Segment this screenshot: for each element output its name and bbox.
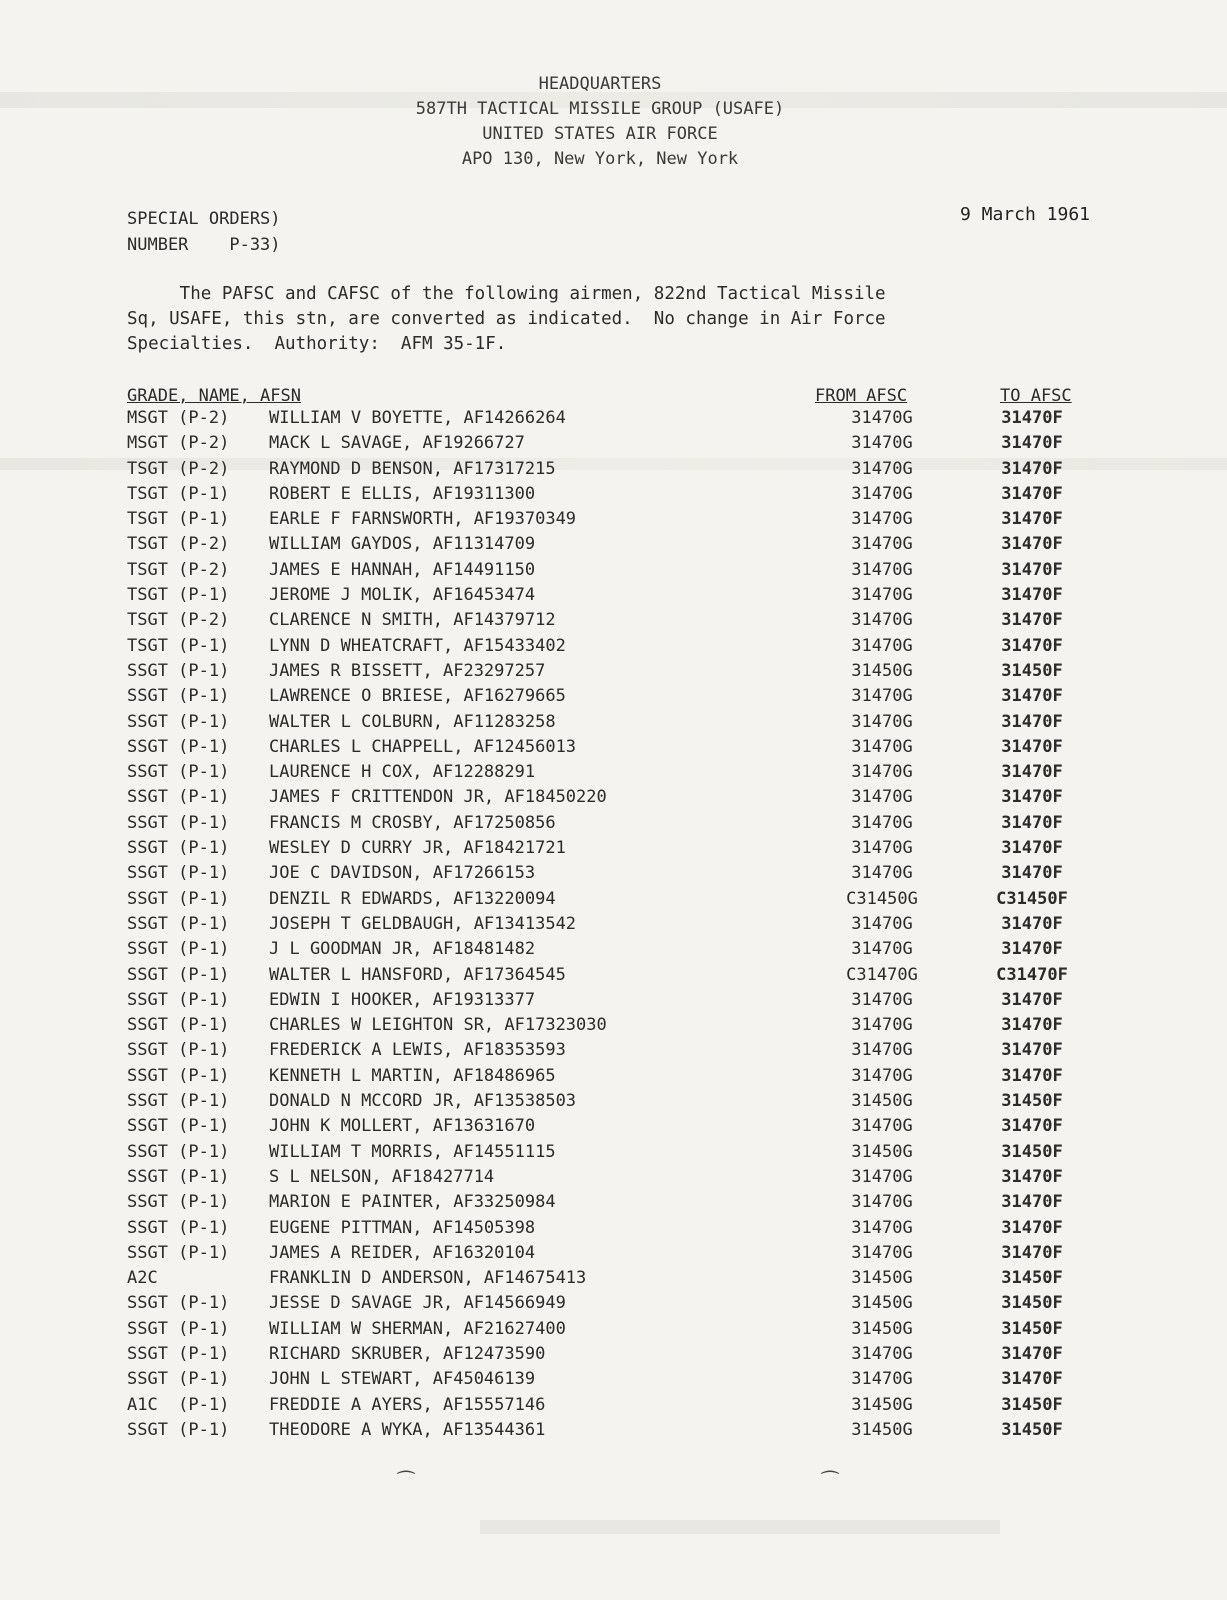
from-afsc-cell: 31470G <box>851 1217 913 1238</box>
name-cell: DONALD N MCCORD JR, AF13538503 <box>269 1091 577 1112</box>
letterhead-line: UNITED STATES AIR FORCE <box>482 124 718 144</box>
grade-cell: SSGT (P-1) <box>127 1141 230 1162</box>
to-afsc-cell: 31470F <box>1001 635 1063 656</box>
table-row <box>127 861 1097 886</box>
to-afsc-cell: 31470F <box>1001 1015 1063 1036</box>
grade-cell: SSGT (P-1) <box>127 1065 230 1086</box>
name-cell: THEODORE A WYKA, AF13544361 <box>269 1419 546 1440</box>
to-afsc-cell: 31450F <box>1001 660 1063 681</box>
table-row <box>127 684 1097 709</box>
name-cell: S L NELSON, AF18427714 <box>269 1166 495 1187</box>
grade-cell: TSGT (P-2) <box>127 458 230 479</box>
from-afsc-cell: 31470G <box>851 913 913 934</box>
name-cell: CHARLES L CHAPPELL, AF12456013 <box>269 736 577 757</box>
to-afsc-cell: 31470F <box>1001 939 1063 960</box>
name-cell: WILLIAM V BOYETTE, AF14266264 <box>269 408 566 428</box>
from-afsc-cell: 31470G <box>851 736 913 757</box>
name-cell: FREDERICK A LEWIS, AF18353593 <box>269 1040 566 1061</box>
table-row <box>127 912 1097 937</box>
table-row <box>127 482 1097 507</box>
grade-cell: SSGT (P-1) <box>127 812 230 833</box>
to-afsc-cell: 31470F <box>1001 509 1063 530</box>
from-afsc-cell: 31450G <box>851 1268 913 1289</box>
to-afsc-cell: 31470F <box>1001 1242 1063 1263</box>
from-afsc-cell: 31450G <box>851 1318 913 1339</box>
from-afsc-cell: 31470G <box>851 458 913 479</box>
from-afsc-cell: 31470G <box>851 1015 913 1036</box>
name-cell: JAMES E HANNAH, AF14491150 <box>269 559 536 580</box>
to-afsc-cell: 31470F <box>1001 838 1063 859</box>
table-row <box>127 659 1097 684</box>
from-afsc-cell: 31470G <box>851 711 913 732</box>
from-afsc-cell: 31470G <box>851 585 913 606</box>
from-afsc-cell: C31470G <box>846 964 918 985</box>
to-afsc-cell: C31470F <box>996 964 1068 985</box>
name-cell: JOE C DAVIDSON, AF17266153 <box>269 863 536 884</box>
name-cell: JOSEPH T GELDBAUGH, AF13413542 <box>269 913 577 934</box>
name-cell: EARLE F FARNSWORTH, AF19370349 <box>269 509 577 530</box>
name-cell: LYNN D WHEATCRAFT, AF15433402 <box>269 635 566 656</box>
grade-cell: SSGT (P-1) <box>127 787 230 808</box>
table-row <box>127 1190 1097 1215</box>
table-row <box>127 406 1097 431</box>
table-row <box>127 937 1097 962</box>
grade-cell: MSGT (P-2) <box>127 433 230 454</box>
table-row <box>127 760 1097 785</box>
table-row <box>127 532 1097 557</box>
table-row <box>127 836 1097 861</box>
to-afsc-cell: 31470F <box>1001 1040 1063 1061</box>
table-row <box>127 457 1097 482</box>
from-afsc-cell: 31470G <box>851 635 913 656</box>
from-afsc-cell: 31470G <box>851 1343 913 1364</box>
to-afsc-cell: 31470F <box>1001 1116 1063 1137</box>
grade-cell: SSGT (P-1) <box>127 686 230 707</box>
to-afsc-cell: 31470F <box>1001 711 1063 732</box>
table-row <box>127 1291 1097 1316</box>
letterhead-line: HEADQUARTERS <box>538 74 662 94</box>
grade-cell: TSGT (P-1) <box>127 483 230 504</box>
intro-line: Specialties. Authority: AFM 35-1F. <box>127 334 507 354</box>
name-cell: J L GOODMAN JR, AF18481482 <box>269 939 536 960</box>
to-afsc-cell: 31470F <box>1001 1343 1063 1364</box>
name-cell: RAYMOND D BENSON, AF17317215 <box>269 458 556 479</box>
from-afsc-cell: 31470G <box>851 433 913 454</box>
grade-cell: SSGT (P-1) <box>127 711 230 732</box>
name-cell: RICHARD SKRUBER, AF12473590 <box>269 1343 546 1364</box>
to-afsc-cell: 31470F <box>1001 736 1063 757</box>
grade-cell: TSGT (P-1) <box>127 585 230 606</box>
to-afsc-cell: 31470F <box>1001 913 1063 934</box>
grade-cell: MSGT (P-2) <box>127 408 230 428</box>
intro-line: Sq, USAFE, this stn, are converted as indicated. No change in Air Force <box>127 309 886 329</box>
from-afsc-cell: 31450G <box>851 1141 913 1162</box>
name-cell: EDWIN I HOOKER, AF19313377 <box>269 989 536 1010</box>
grade-cell: A1C (P-1) <box>127 1394 230 1415</box>
table-row <box>127 608 1097 633</box>
bleed-through-mark <box>480 1520 1000 1534</box>
order-number-line: NUMBER P-33) <box>127 235 281 255</box>
grade-cell: SSGT (P-1) <box>127 964 230 985</box>
order-date: 9 March 1961 <box>959 204 1090 225</box>
name-cell: WILLIAM T MORRIS, AF14551115 <box>269 1141 556 1162</box>
grade-cell: TSGT (P-1) <box>127 509 230 530</box>
grade-cell: SSGT (P-1) <box>127 913 230 934</box>
grade-cell: SSGT (P-1) <box>127 1116 230 1137</box>
grade-cell: A2C <box>127 1268 158 1289</box>
grade-cell: SSGT (P-1) <box>127 838 230 859</box>
name-cell: WILLIAM GAYDOS, AF11314709 <box>269 534 536 555</box>
from-afsc-cell: 31470G <box>851 559 913 580</box>
from-afsc-cell: 31450G <box>851 1091 913 1112</box>
name-cell: FREDDIE A AYERS, AF15557146 <box>269 1394 546 1415</box>
table-row <box>127 811 1097 836</box>
table-row <box>127 988 1097 1013</box>
from-afsc-cell: 31470G <box>851 762 913 783</box>
to-afsc-cell: 31470F <box>1001 610 1063 631</box>
to-afsc-cell: 31470F <box>1001 458 1063 479</box>
to-afsc-cell: 31470F <box>1001 1166 1063 1187</box>
grade-cell: SSGT (P-1) <box>127 1242 230 1263</box>
name-cell: CHARLES W LEIGHTON SR, AF17323030 <box>269 1015 607 1036</box>
from-afsc-cell: 31450G <box>851 1394 913 1415</box>
grade-cell: SSGT (P-1) <box>127 736 230 757</box>
grade-cell: TSGT (P-2) <box>127 559 230 580</box>
to-afsc-cell: 31470F <box>1001 762 1063 783</box>
name-cell: JAMES F CRITTENDON JR, AF18450220 <box>269 787 607 808</box>
name-cell: LAURENCE H COX, AF12288291 <box>269 762 536 783</box>
grade-cell: TSGT (P-2) <box>127 610 230 631</box>
grade-cell: TSGT (P-2) <box>127 534 230 555</box>
name-cell: FRANKLIN D ANDERSON, AF14675413 <box>269 1268 587 1289</box>
name-cell: EUGENE PITTMAN, AF14505398 <box>269 1217 536 1238</box>
from-afsc-cell: 31450G <box>851 1419 913 1440</box>
grade-cell: SSGT (P-1) <box>127 888 230 909</box>
from-afsc-cell: 31470G <box>851 812 913 833</box>
grade-cell: SSGT (P-1) <box>127 1419 230 1440</box>
to-afsc-cell: C31450F <box>996 888 1068 909</box>
column-header-to-afsc: TO AFSC <box>1000 386 1072 406</box>
from-afsc-cell: 31470G <box>851 1242 913 1263</box>
table-row <box>127 1367 1097 1392</box>
name-cell: JOHN K MOLLERT, AF13631670 <box>269 1116 536 1137</box>
table-row <box>127 963 1097 988</box>
table-row <box>127 431 1097 456</box>
table-row <box>127 887 1097 912</box>
table-row <box>127 1089 1097 1114</box>
grade-cell: SSGT (P-1) <box>127 1192 230 1213</box>
from-afsc-cell: 31470G <box>851 1065 913 1086</box>
name-cell: CLARENCE N SMITH, AF14379712 <box>269 610 556 631</box>
to-afsc-cell: 31470F <box>1001 483 1063 504</box>
table-row <box>127 785 1097 810</box>
name-cell: JEROME J MOLIK, AF16453474 <box>269 585 536 606</box>
letterhead-line: 587TH TACTICAL MISSILE GROUP (USAFE) <box>415 99 785 119</box>
to-afsc-cell: 31470F <box>1001 408 1063 428</box>
table-row <box>127 1064 1097 1089</box>
grade-cell: SSGT (P-1) <box>127 1166 230 1187</box>
grade-cell: SSGT (P-1) <box>127 660 230 681</box>
grade-cell: SSGT (P-1) <box>127 939 230 960</box>
from-afsc-cell: 31470G <box>851 534 913 555</box>
table-row <box>127 1317 1097 1342</box>
from-afsc-cell: 31470G <box>851 1192 913 1213</box>
from-afsc-cell: 31470G <box>851 939 913 960</box>
name-cell: WILLIAM W SHERMAN, AF21627400 <box>269 1318 566 1339</box>
to-afsc-cell: 31450F <box>1001 1419 1063 1440</box>
special-orders-line: SPECIAL ORDERS) <box>127 209 281 229</box>
to-afsc-cell: 31470F <box>1001 1369 1063 1390</box>
from-afsc-cell: 31450G <box>851 1293 913 1314</box>
grade-cell: SSGT (P-1) <box>127 1015 230 1036</box>
to-afsc-cell: 31470F <box>1001 812 1063 833</box>
from-afsc-cell: 31470G <box>851 610 913 631</box>
name-cell: JAMES R BISSETT, AF23297257 <box>269 660 546 681</box>
from-afsc-cell: 31470G <box>851 787 913 808</box>
grade-cell: SSGT (P-1) <box>127 1318 230 1339</box>
name-cell: FRANCIS M CROSBY, AF17250856 <box>269 812 556 833</box>
grade-cell: SSGT (P-1) <box>127 762 230 783</box>
from-afsc-cell: 31470G <box>851 483 913 504</box>
name-cell: WALTER L HANSFORD, AF17364545 <box>269 964 566 985</box>
grade-cell: SSGT (P-1) <box>127 989 230 1010</box>
from-afsc-cell: 31470G <box>851 1369 913 1390</box>
to-afsc-cell: 31450F <box>1001 1394 1063 1415</box>
to-afsc-cell: 31470F <box>1001 585 1063 606</box>
table-row <box>127 1038 1097 1063</box>
to-afsc-cell: 31470F <box>1001 989 1063 1010</box>
to-afsc-cell: 31470F <box>1001 534 1063 555</box>
name-cell: JOHN L STEWART, AF45046139 <box>269 1369 536 1390</box>
table-row <box>127 735 1097 760</box>
to-afsc-cell: 31470F <box>1001 686 1063 707</box>
name-cell: DENZIL R EDWARDS, AF13220094 <box>269 888 556 909</box>
to-afsc-cell: 31470F <box>1001 1192 1063 1213</box>
table-row <box>127 634 1097 659</box>
grade-cell: SSGT (P-1) <box>127 1217 230 1238</box>
column-header-grade-name: GRADE, NAME, AFSN <box>127 386 301 406</box>
grade-cell: SSGT (P-1) <box>127 863 230 884</box>
grade-cell: SSGT (P-1) <box>127 1343 230 1364</box>
table-row <box>127 1140 1097 1165</box>
name-cell: WALTER L COLBURN, AF11283258 <box>269 711 556 732</box>
table-row <box>127 1165 1097 1190</box>
table-row <box>127 1241 1097 1266</box>
to-afsc-cell: 31450F <box>1001 1141 1063 1162</box>
grade-cell: SSGT (P-1) <box>127 1369 230 1390</box>
name-cell: MARION E PAINTER, AF33250984 <box>269 1192 556 1213</box>
special-orders-label <box>127 206 281 258</box>
to-afsc-cell: 31470F <box>1001 1217 1063 1238</box>
to-afsc-cell: 31470F <box>1001 1065 1063 1086</box>
from-afsc-cell: 31470G <box>851 989 913 1010</box>
from-afsc-cell: 31470G <box>851 686 913 707</box>
table-row <box>127 558 1097 583</box>
table-row <box>127 1342 1097 1367</box>
table-row <box>127 1216 1097 1241</box>
to-afsc-cell: 31470F <box>1001 433 1063 454</box>
scan-mark: ⁀ <box>398 1470 415 1494</box>
intro-line: The PAFSC and CAFSC of the following airmen, 822nd Tactical Missile <box>127 284 886 304</box>
intro-paragraph <box>127 282 1087 357</box>
from-afsc-cell: 31470G <box>851 863 913 884</box>
to-afsc-cell: 31470F <box>1001 787 1063 808</box>
from-afsc-cell: 31470G <box>851 1166 913 1187</box>
name-cell: JAMES A REIDER, AF16320104 <box>269 1242 536 1263</box>
from-afsc-cell: C31450G <box>846 888 918 909</box>
table-row <box>127 1418 1097 1443</box>
name-cell: WESLEY D CURRY JR, AF18421721 <box>269 838 566 859</box>
table-row <box>127 583 1097 608</box>
column-header-from-afsc: FROM AFSC <box>815 386 908 406</box>
name-cell: KENNETH L MARTIN, AF18486965 <box>269 1065 556 1086</box>
name-cell: MACK L SAVAGE, AF19266727 <box>269 433 525 454</box>
grade-cell: TSGT (P-1) <box>127 635 230 656</box>
to-afsc-cell: 31470F <box>1001 559 1063 580</box>
table-row <box>127 1114 1097 1139</box>
table-row <box>127 1393 1097 1418</box>
table-row <box>127 1013 1097 1038</box>
grade-cell: SSGT (P-1) <box>127 1040 230 1061</box>
to-afsc-cell: 31450F <box>1001 1318 1063 1339</box>
from-afsc-cell: 31470G <box>851 408 913 428</box>
table-row <box>127 507 1097 532</box>
to-afsc-cell: 31450F <box>1001 1293 1063 1314</box>
table-row <box>127 710 1097 735</box>
name-cell: JESSE D SAVAGE JR, AF14566949 <box>269 1293 566 1314</box>
from-afsc-cell: 31470G <box>851 1116 913 1137</box>
to-afsc-cell: 31450F <box>1001 1091 1063 1112</box>
name-cell: ROBERT E ELLIS, AF19311300 <box>269 483 536 504</box>
name-cell: LAWRENCE O BRIESE, AF16279665 <box>269 686 566 707</box>
letterhead <box>300 72 900 172</box>
grade-cell: SSGT (P-1) <box>127 1293 230 1314</box>
to-afsc-cell: 31470F <box>1001 863 1063 884</box>
table-row <box>127 1266 1097 1291</box>
from-afsc-cell: 31470G <box>851 1040 913 1061</box>
from-afsc-cell: 31470G <box>851 509 913 530</box>
from-afsc-cell: 31450G <box>851 660 913 681</box>
grade-cell: SSGT (P-1) <box>127 1091 230 1112</box>
scan-mark: ⁀ <box>822 1470 839 1494</box>
from-afsc-cell: 31470G <box>851 838 913 859</box>
airmen-table <box>127 406 1097 1443</box>
letterhead-line: APO 130, New York, New York <box>461 149 739 169</box>
to-afsc-cell: 31450F <box>1001 1268 1063 1289</box>
